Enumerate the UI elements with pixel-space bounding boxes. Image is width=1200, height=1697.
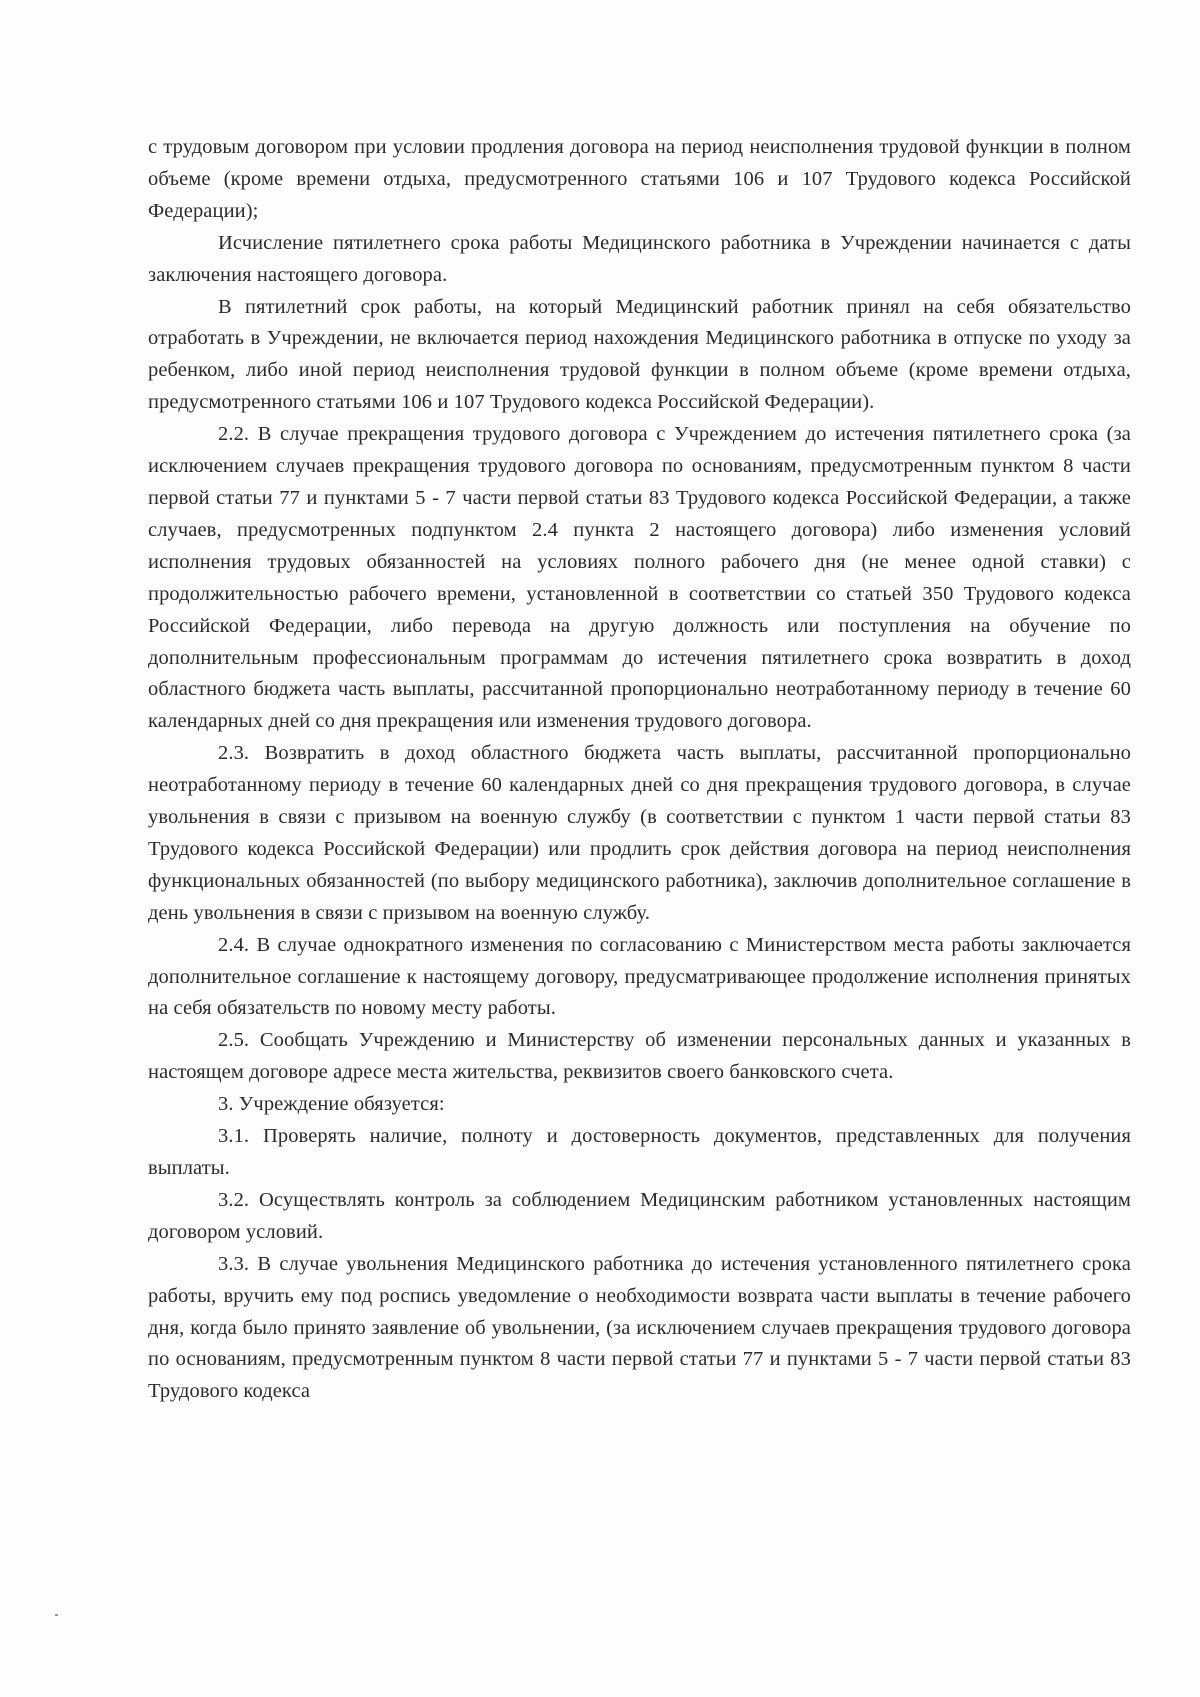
paragraph-2-5: 2.5. Сообщать Учреждению и Министерству об изменении персональных данных и указанных в настоящем договоре адресе места жительства, реквизитов своего банковского счета.	[148, 1029, 1131, 1084]
paragraph-2-2: 2.2. В случае прекращения трудового договора с Учреждением до истечения пятилетнего срока (за исключением случаев прекращения трудового договора по основаниям, предусмотренным пунктом 8 части первой статьи 77 и пунктами 5 - 7 части первой статьи 83 Трудового кодекса Российской Федерации, а также случаев, предусмотренных подпунктом 2.4 пункта 2 настоящего договора) либо изменения условий исполнения трудовых обязанностей на условиях полного рабочего дня (не менее одной ставки) с продолжительностью рабочего времени, установленной в соответствии со статьей 350 Трудового кодекса Российской Федерации, либо перевода на другую должность или поступления на обучение по дополнительным профессиональным программам до истечения пятилетнего срока возвратить в доход областного бюджета часть выплаты, рассчитанной пропорционально неотработанному периоду в течение 60 календарных дней со дня прекращения или изменения трудового договора.	[148, 423, 1131, 733]
paragraph-continuation: с трудовым договором при условии продления договора на период неисполнения трудовой функции в полном объеме (кроме времени отдыха, предусмотренного статьями 106 и 107 Трудового кодекса Российской Федерации);	[148, 136, 1131, 222]
paragraph-2-4: 2.4. В случае однократного изменения по согласованию с Министерством места работы заключается дополнительное соглашение к настоящему договору, предусматривающее продолжение исполнения принятых на себя обязательств по новому месту работы.	[148, 933, 1131, 1020]
paragraph-3-heading: 3. Учреждение обязуется:	[218, 1093, 445, 1116]
scan-speck	[55, 1614, 58, 1616]
paragraph-2-3: 2.3. Возвратить в доход областного бюджета часть выплаты, рассчитанной пропорционально неотработанному периоду в течение 60 календарных дней со дня прекращения трудового договора, в случае увольнения в связи с призывом на военную службу (в соответствии с пунктом 1 части первой статьи 83 Трудового кодекса Российской Федерации) или продлить срок действия договора на период неисполнения функциональных обязанностей (по выбору медицинского работника), заключив дополнительное соглашение в день увольнения в связи с призывом на военную службу.	[148, 742, 1131, 924]
paragraph-3-2: 3.2. Осуществлять контроль за соблюдением Медицинским работником установленных настоящим договором условий.	[148, 1188, 1131, 1243]
paragraph-term-start: Исчисление пятилетнего срока работы Медицинского работника в Учреждении начинается с даты заключения настоящего договора.	[148, 231, 1131, 286]
paragraph-3-3: 3.3. В случае увольнения Медицинского работника до истечения установленного пятилетнего срока работы, вручить ему под роспись уведомление о необходимости возврата части выплаты в течение рабочего дня, когда было принято заявление об увольнении, (за исключением случаев прекращения трудового договора по основаниям, предусмотренным пунктом 8 части первой статьи 77 и пунктами 5 - 7 части первой статьи 83 Трудового кодекса	[148, 1252, 1131, 1403]
paragraph-term-exclusions: В пятилетний срок работы, на который Медицинский работник принял на себя обязательство отработать в Учреждении, не включается период нахождения Медицинского работника в отпуске по уходу за ребенком, либо иной период неисполнения трудовой функции в полном объеме (кроме времени отдыха, предусмотренного статьями 106 и 107 Трудового кодекса Российской Федерации).	[148, 295, 1131, 414]
paragraph-3-1: 3.1. Проверять наличие, полноту и достоверность документов, представленных для получения выплаты.	[148, 1125, 1131, 1179]
document-body	[148, 132, 1131, 1408]
